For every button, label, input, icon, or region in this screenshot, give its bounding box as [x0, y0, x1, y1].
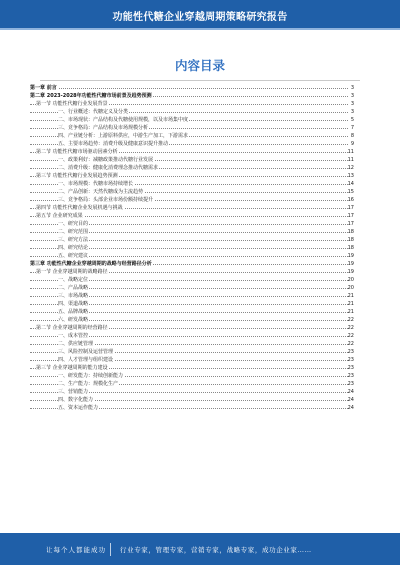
toc-entry-page: 14 [347, 181, 354, 187]
toc-entry[interactable] [30, 220, 354, 228]
toc-entry[interactable] [30, 324, 354, 332]
toc-entry[interactable] [30, 380, 354, 388]
toc-entry-page: 19 [347, 261, 354, 267]
toc-heading-divider [40, 80, 360, 81]
toc-entry-page: 19 [347, 269, 354, 275]
toc-entry-page: 23 [347, 357, 354, 363]
toc-entry-page: 13 [347, 173, 354, 179]
toc-entry-page: 23 [347, 349, 354, 355]
toc-entry-label: 一、行业概述：代糖定义及分类 [58, 109, 129, 115]
toc-entry-page: 8 [350, 133, 354, 139]
toc-entry[interactable] [30, 252, 354, 260]
toc-entry-page: 22 [347, 325, 354, 331]
header-divider [0, 28, 400, 30]
toc-entry-page: 19 [347, 253, 354, 259]
toc-entry-page: 21 [347, 309, 354, 315]
toc-entry[interactable] [30, 364, 354, 372]
toc-entry[interactable] [30, 212, 354, 220]
toc-entry-label: 第二章 2023-2028年功能性代糖市场前景及趋势预测 [30, 93, 152, 99]
toc-entry[interactable] [30, 388, 354, 396]
toc-entry-label: 三、风险控制及运营管理 [58, 349, 114, 355]
toc-entry-page: 24 [347, 397, 354, 403]
toc-entry-label: 一、战略定位 [58, 277, 89, 283]
toc-entry[interactable] [30, 196, 354, 204]
toc-entry[interactable] [30, 92, 354, 100]
toc-entry[interactable] [30, 140, 354, 148]
toc-entry[interactable] [30, 156, 354, 164]
toc-entry[interactable] [30, 308, 354, 316]
toc-entry-page: 24 [347, 405, 354, 411]
toc-entry-page: 18 [347, 237, 354, 243]
toc-entry-label: 第五节 企业研究成果 [36, 213, 83, 219]
toc-entry-page: 5 [350, 117, 354, 123]
toc-entry[interactable] [30, 116, 354, 124]
toc-entry[interactable] [30, 316, 354, 324]
toc-entry-label: 第三节 企业穿越周期的能力建设 [36, 365, 108, 371]
toc-entry[interactable] [30, 268, 354, 276]
footer-expert-list: 行业专家，管理专家，营销专家，战略专家，成功企业家…… [120, 546, 312, 554]
toc-entry[interactable] [30, 292, 354, 300]
toc-entry[interactable] [30, 84, 354, 92]
toc-entry[interactable] [30, 244, 354, 252]
toc-entry-label: 三、市场战略 [58, 293, 89, 299]
footer-slogan: 让每个人都能成功 [46, 546, 106, 554]
toc-entry-label: 四、渠道战略 [58, 301, 89, 307]
toc-entry-label: 四、数字化能力 [58, 397, 94, 403]
toc-entry[interactable] [30, 228, 354, 236]
toc-entry[interactable] [30, 164, 354, 172]
toc-entry-page: 7 [350, 125, 354, 131]
table-of-contents [30, 84, 354, 412]
toc-entry-label: 四、产业链分析：上游原料供应，中游生产加工，下游需求 [58, 133, 189, 139]
toc-entry-page: 11 [347, 149, 354, 155]
toc-entry-page: 3 [350, 101, 354, 107]
toc-entry-label: 四、人才管理与组织建设 [58, 357, 114, 363]
toc-entry-label: 五、研究建议 [58, 253, 89, 259]
toc-entry-label: 第四节 功能性代糖企业发展机遇与挑战 [36, 205, 123, 211]
toc-entry-label: 二、市场现状：产品结构及代糖使用规模，以及市场集中度 [58, 117, 189, 123]
toc-entry[interactable] [30, 204, 354, 212]
toc-entry[interactable] [30, 108, 354, 116]
toc-entry-page: 18 [347, 229, 354, 235]
toc-entry-page: 18 [347, 245, 354, 251]
toc-entry-label: 一、研究目的 [58, 221, 89, 227]
toc-entry-label: 二、产品创新：天然代糖成为主流趋势 [58, 189, 144, 195]
toc-entry-page: 21 [347, 301, 354, 307]
toc-entry[interactable] [30, 236, 354, 244]
toc-entry-page: 20 [347, 285, 354, 291]
toc-entry-page: 23 [347, 381, 354, 387]
toc-entry[interactable] [30, 276, 354, 284]
toc-entry-label: 二、供应链管理 [58, 341, 94, 347]
toc-entry-page: 23 [347, 373, 354, 379]
toc-entry[interactable] [30, 284, 354, 292]
toc-entry-label: 一、政策利好：减糖政策推动代糖行业发展 [58, 157, 154, 163]
toc-entry[interactable] [30, 172, 354, 180]
toc-entry-label: 第一章 前言 [30, 85, 57, 91]
toc-entry[interactable] [30, 148, 354, 156]
toc-entry-page: 15 [347, 189, 354, 195]
toc-entry-label: 二、研究范围 [58, 229, 89, 235]
toc-entry-page: 17 [347, 205, 354, 211]
toc-entry-label: 二、生产能力：规模化生产 [58, 381, 119, 387]
toc-entry-label: 第三章 功能性代糖企业穿越周期的战略与经营路径分析 [30, 261, 152, 267]
toc-entry[interactable] [30, 396, 354, 404]
toc-entry-label: 三、营销能力 [58, 389, 89, 395]
toc-entry-label: 第三节 功能性代糖行业发展趋势预测 [36, 173, 118, 179]
toc-entry[interactable] [30, 356, 354, 364]
toc-entry-label: 三、研究方法 [58, 237, 89, 243]
toc-entry-label: 六、研发战略 [58, 317, 89, 323]
toc-entry-label: 二、消费升级：健康化消费理念推动代糖需求 [58, 165, 159, 171]
toc-entry-page: 12 [347, 165, 354, 171]
toc-entry-label: 第一节 功能性代糖行业发展背景 [36, 101, 108, 107]
header-bar [0, 0, 400, 28]
toc-entry-label: 三、竞争格局：产品结构及市场规模分析 [58, 125, 149, 131]
toc-leader-dots [30, 88, 348, 89]
toc-entry-page: 22 [347, 341, 354, 347]
toc-entry-label: 第二节 功能性代糖市场驱动因素分析 [36, 149, 118, 155]
toc-entry-page: 22 [347, 333, 354, 339]
toc-entry-page: 17 [347, 221, 354, 227]
toc-entry-label: 第一节 企业穿越周期的战略路径 [36, 269, 108, 275]
toc-entry-page: 3 [350, 85, 354, 91]
toc-entry[interactable] [30, 100, 354, 108]
toc-entry-page: 20 [347, 277, 354, 283]
toc-entry[interactable] [30, 404, 354, 412]
toc-entry-label: 五、品牌战略 [58, 309, 89, 315]
toc-entry-page: 21 [347, 293, 354, 299]
toc-entry-page: 17 [347, 213, 354, 219]
toc-entry-page: 22 [347, 317, 354, 323]
toc-entry-page: 3 [350, 109, 354, 115]
toc-entry[interactable] [30, 180, 354, 188]
toc-entry-label: 五、主要市场趋势：消费升级及健康意识提升推动 [58, 141, 169, 147]
toc-entry-page: 24 [347, 389, 354, 395]
report-title: 功能性代糖企业穿越周期策略研究报告 [112, 12, 288, 23]
toc-entry[interactable] [30, 372, 354, 380]
footer-bar [0, 533, 400, 565]
toc-entry-page: 16 [347, 197, 354, 203]
toc-entry[interactable] [30, 124, 354, 132]
toc-entry-page: 23 [347, 365, 354, 371]
toc-entry-label: 一、成本管控 [58, 333, 89, 339]
toc-entry[interactable] [30, 340, 354, 348]
footer-divider [110, 543, 111, 556]
toc-entry[interactable] [30, 260, 354, 268]
toc-entry-label: 第二节 企业穿越周期的经营路径 [36, 325, 108, 331]
toc-entry[interactable] [30, 132, 354, 140]
toc-entry-label: 一、研发能力：持续创新能力 [58, 373, 124, 379]
toc-entry[interactable] [30, 332, 354, 340]
toc-entry-label: 四、研究结论 [58, 245, 89, 251]
toc-entry-page: 3 [350, 93, 354, 99]
toc-entry-label: 三、竞争格局：头部企业市场份额持续提升 [58, 197, 154, 203]
toc-entry-label: 一、市场规模：代糖市场持续增长 [58, 181, 134, 187]
toc-entry-label: 二、产品战略 [58, 285, 89, 291]
toc-entry[interactable] [30, 348, 354, 356]
toc-entry[interactable] [30, 300, 354, 308]
toc-entry-page: 9 [350, 141, 354, 147]
toc-heading: 内容目录 [174, 58, 225, 73]
toc-entry-page: 11 [347, 157, 354, 163]
toc-entry[interactable] [30, 188, 354, 196]
toc-entry-label: 五、资本运作能力 [58, 405, 99, 411]
